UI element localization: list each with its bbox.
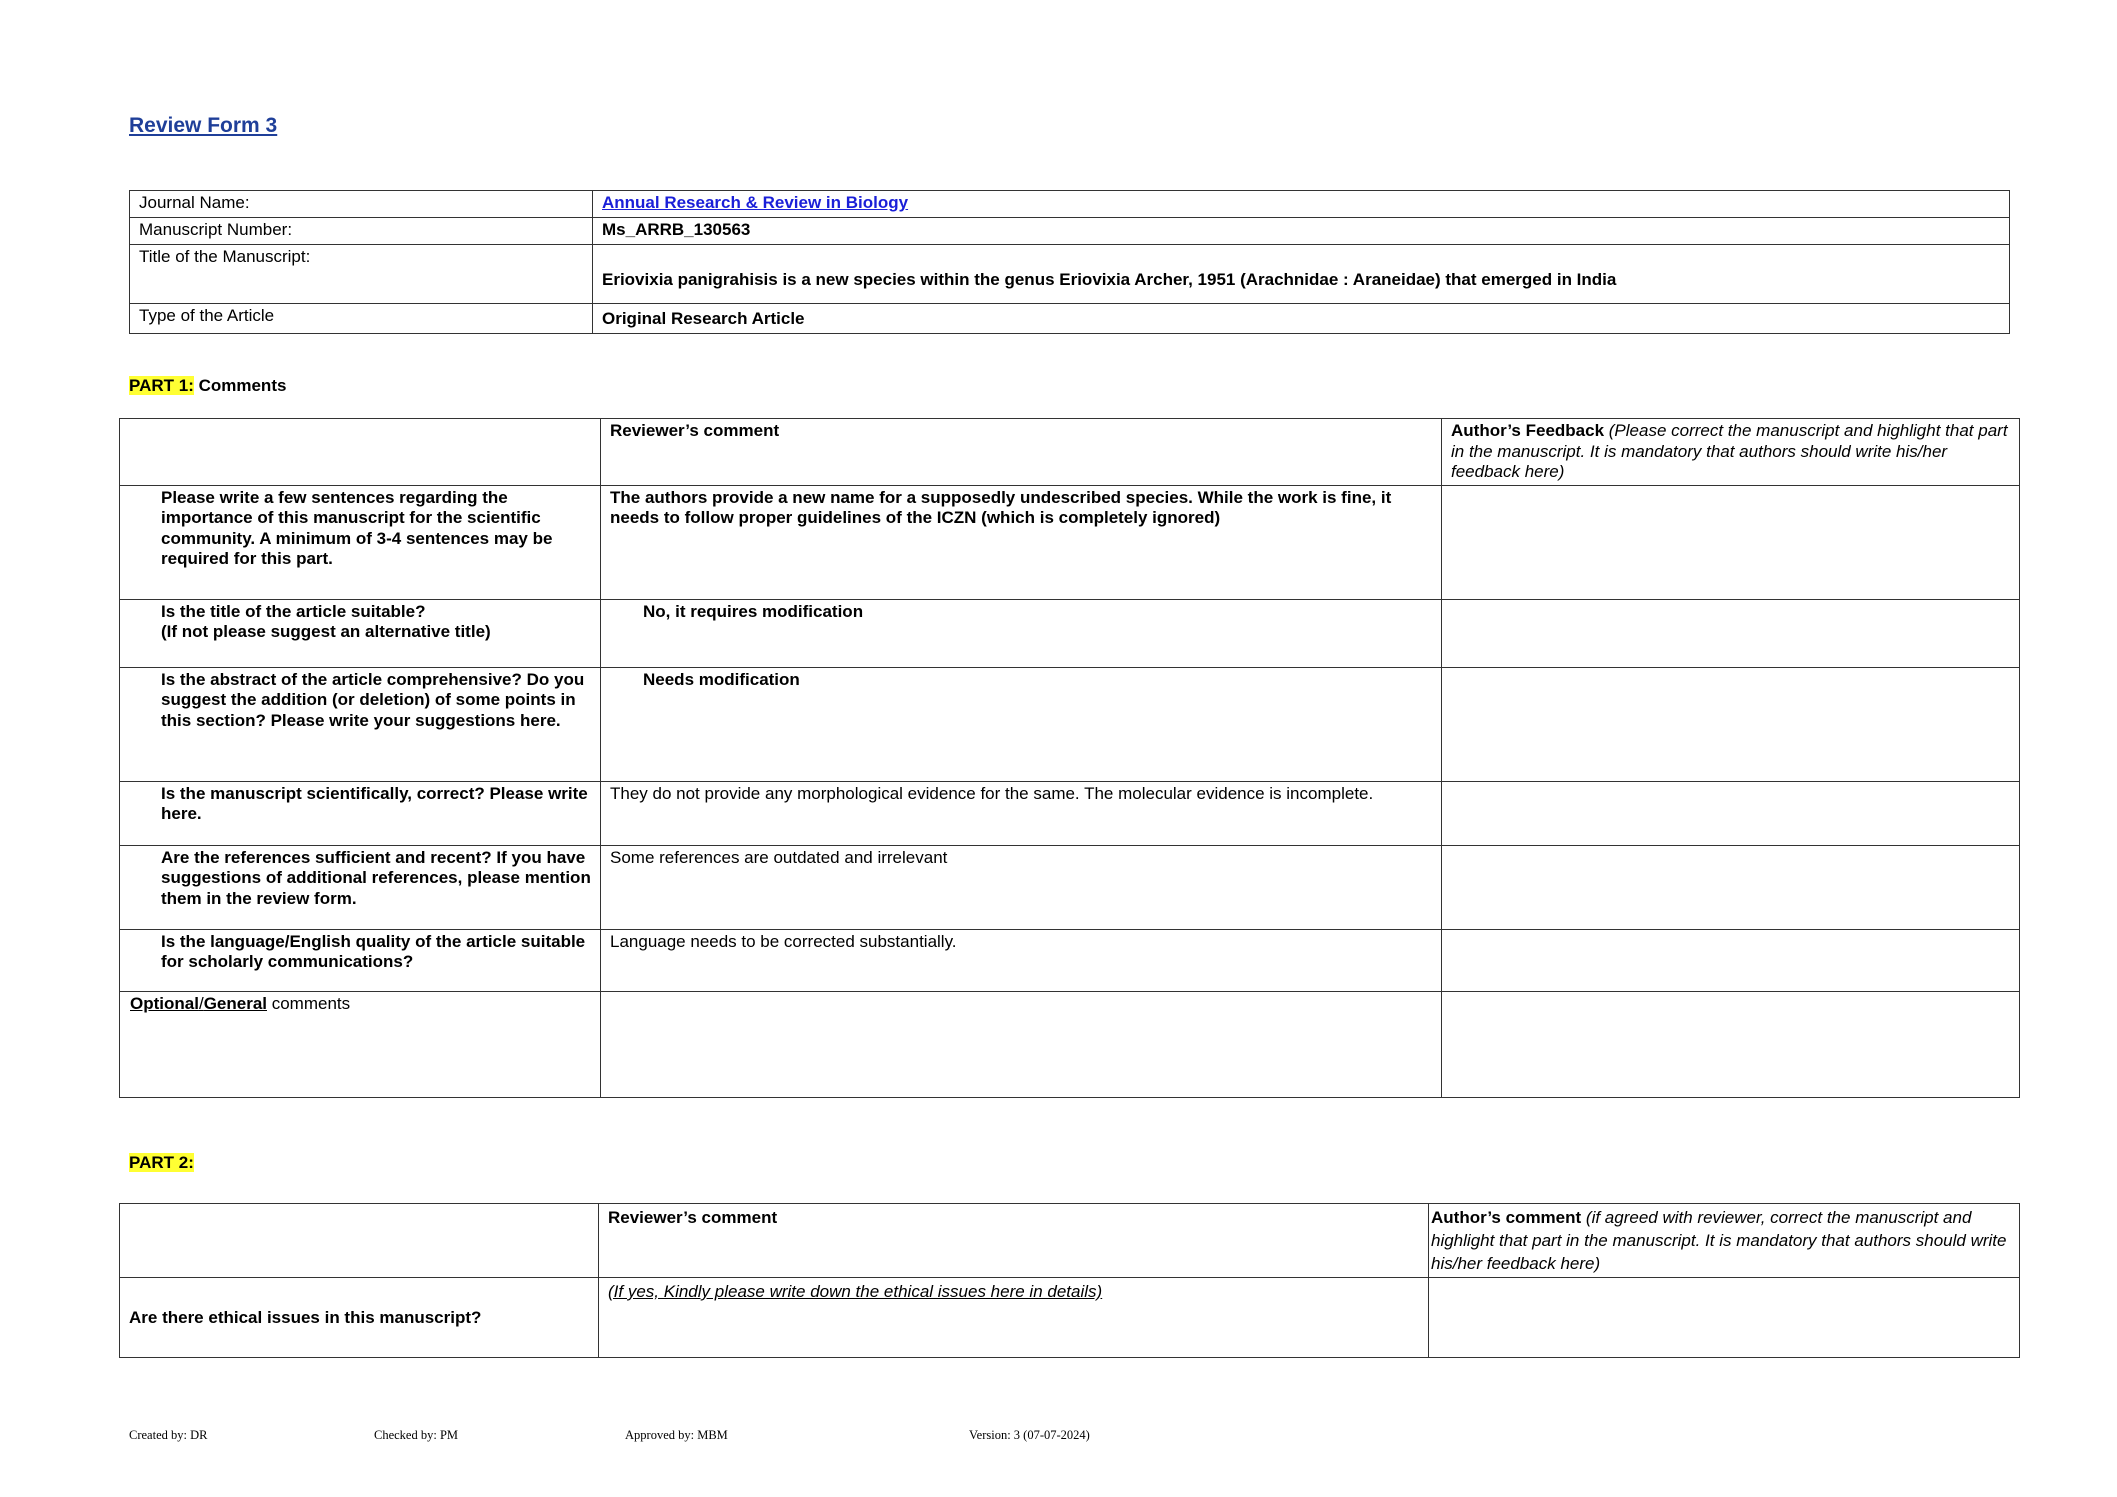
question-references: Are the references sufficient and recent? If you have suggestions of additional references, please mention them in the review form.: [120, 845, 601, 929]
table-row: [120, 599, 2020, 667]
optional-general-label: Optional/General comments: [120, 991, 601, 1097]
optional-reviewer-comment[interactable]: [601, 991, 1442, 1097]
reviewer-comment-references: Some references are outdated and irrelevant: [601, 845, 1442, 929]
part1-heading: [129, 376, 286, 396]
journal-name-link[interactable]: Annual Research & Review in Biology: [602, 193, 909, 212]
author-comment-ethics[interactable]: [1429, 1278, 2020, 1358]
manuscript-number-label: Manuscript Number:: [130, 218, 593, 245]
table-row: [120, 845, 2020, 929]
reviewer-comment-ethics[interactable]: (If yes, Kindly please write down the ethical issues here in details): [599, 1278, 1429, 1358]
part2-author-header: Author’s comment (if agreed with reviewer, correct the manuscript and highlight that part in the manuscript. It is mandatory that authors should write his/her feedback here): [1429, 1204, 2020, 1278]
table-row: [120, 991, 2020, 1097]
part2-heading: [129, 1153, 194, 1173]
footer-approved-by: Approved by: MBM: [625, 1428, 728, 1442]
question-scientific: Is the manuscript scientifically, correct? Please write here.: [120, 781, 601, 845]
question-title: Is the title of the article suitable? (If not please suggest an alternative title): [120, 599, 601, 667]
author-feedback-title[interactable]: [1442, 599, 2020, 667]
manuscript-number-value: Ms_ARRB_130563: [593, 218, 2010, 245]
part2-reviewer-header: Reviewer’s comment: [599, 1204, 1429, 1278]
article-type-label: Type of the Article: [130, 304, 593, 334]
part1-reviewer-header: Reviewer’s comment: [601, 419, 1442, 486]
footer-version: Version: 3 (07-07-2024): [969, 1428, 1090, 1442]
question-language: Is the language/English quality of the article suitable for scholarly communications?: [120, 929, 601, 991]
part2-ethics-table: [119, 1203, 2020, 1358]
author-feedback-references[interactable]: [1442, 845, 2020, 929]
manuscript-info-table: [129, 190, 2010, 334]
optional-author-feedback[interactable]: [1442, 991, 2020, 1097]
table-row: [120, 781, 2020, 845]
reviewer-comment-abstract: Needs modification: [601, 667, 1442, 781]
part1-comments-table: [119, 418, 2020, 1098]
part1-label: PART 1:: [129, 376, 194, 395]
part2-header-empty: [120, 1204, 599, 1278]
manuscript-title-value: Eriovixia panigrahisis is a new species within the genus Eriovixia Archer, 1951 (Arachnidae : Araneidae) that emerged in India: [593, 245, 2010, 304]
table-row: [120, 667, 2020, 781]
reviewer-comment-title: No, it requires modification: [601, 599, 1442, 667]
author-feedback-language[interactable]: [1442, 929, 2020, 991]
question-abstract: Is the abstract of the article comprehensive? Do you suggest the addition (or deletion) of some points in this section? Please write your suggestions here.: [120, 667, 601, 781]
part2-label: PART 2:: [129, 1153, 194, 1172]
table-row: [120, 929, 2020, 991]
reviewer-comment-language: Language needs to be corrected substantially.: [601, 929, 1442, 991]
part1-header-empty: [120, 419, 601, 486]
part1-author-header: Author’s Feedback (Please correct the manuscript and highlight that part in the manuscript. It is mandatory that authors should write his/her feedback here): [1442, 419, 2020, 486]
author-feedback-importance[interactable]: [1442, 485, 2020, 599]
table-row: [120, 1278, 2020, 1358]
author-feedback-abstract[interactable]: [1442, 667, 2020, 781]
author-feedback-scientific[interactable]: [1442, 781, 2020, 845]
part1-suffix: Comments: [193, 376, 287, 395]
manuscript-title-label: Title of the Manuscript:: [130, 245, 593, 304]
table-row: [120, 485, 2020, 599]
article-type-value: Original Research Article: [593, 304, 2010, 334]
reviewer-comment-importance: The authors provide a new name for a supposedly undescribed species. While the work is fine, it needs to follow proper guidelines of the ICZN (which is completely ignored): [601, 485, 1442, 599]
footer-checked-by: Checked by: PM: [374, 1428, 459, 1442]
reviewer-comment-scientific: They do not provide any morphological evidence for the same. The molecular evidence is incomplete.: [601, 781, 1442, 845]
question-ethics: Are there ethical issues in this manuscript?: [120, 1278, 599, 1358]
question-importance: Please write a few sentences regarding the importance of this manuscript for the scientific community. A minimum of 3-4 sentences may be required for this part.: [120, 485, 601, 599]
form-title: Review Form 3: [129, 114, 278, 137]
footer-created-by: Created by: DR: [129, 1428, 208, 1442]
journal-name-label: Journal Name:: [130, 191, 593, 218]
